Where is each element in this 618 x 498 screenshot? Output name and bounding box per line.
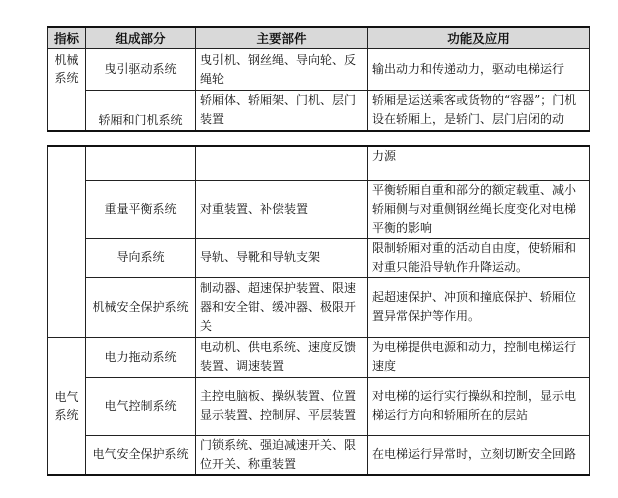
table-row <box>48 91 590 131</box>
parts-cell: 轿厢体、轿厢架、门机、层门装置 <box>196 91 368 131</box>
table-row <box>48 377 590 435</box>
table-row <box>48 49 590 91</box>
component-cell: 电力拖动系统 <box>86 337 196 377</box>
component-cell: 轿厢和门机系统 <box>86 91 196 131</box>
function-cell: 在电梯运行异常时，立刻切断安全回路 <box>368 435 590 475</box>
header-indicator: 指标 <box>48 27 86 49</box>
category-mechanical: 机械系统 <box>48 49 86 131</box>
component-cell: 机械安全保护系统 <box>86 277 196 337</box>
function-cell: 输出动力和传递动力，驱动电梯运行 <box>368 49 590 91</box>
function-cell: 限制轿厢对重的活动自由度，使轿厢和对重只能沿导轨作升降运动。 <box>368 238 590 277</box>
parts-cell: 主控电脑板、操纵装置、位置显示装置、控制屏、平层装置 <box>196 377 368 435</box>
function-cell: 对电梯的运行实行操纵和控制，显示电梯运行方向和轿厢所在的层站 <box>368 377 590 435</box>
parts-cell: 门锁系统、强迫减速开关、限位开关、称重装置 <box>196 435 368 475</box>
components-table-part1 <box>47 26 590 132</box>
parts-cell: 曳引机、钢丝绳、导向轮、反绳轮 <box>196 49 368 91</box>
table-row <box>48 435 590 475</box>
function-cell: 为电梯提供电源和动力，控制电梯运行速度 <box>368 337 590 377</box>
components-table-part2 <box>47 145 590 476</box>
table-row <box>48 180 590 238</box>
function-cell: 轿厢是运送乘客或货物的“容器”；门机设在轿厢上，是轿门、层门启闭的动 <box>368 91 590 131</box>
table-row <box>48 337 590 377</box>
parts-cell: 导轨、导靴和导轨支架 <box>196 238 368 277</box>
component-cell: 电气控制系统 <box>86 377 196 435</box>
header-function: 功能及应用 <box>368 27 590 49</box>
parts-cell: 制动器、超速保护装置、限速器和安全钳、缓冲器、极限开关 <box>196 277 368 337</box>
table-row <box>48 277 590 337</box>
component-cell-empty <box>86 146 196 180</box>
component-cell: 曳引驱动系统 <box>86 49 196 91</box>
category-mechanical-continued <box>48 146 86 337</box>
category-electrical: 电气系统 <box>48 337 86 475</box>
parts-cell: 对重装置、补偿装置 <box>196 180 368 238</box>
header-parts: 主要部件 <box>196 27 368 49</box>
component-cell: 重量平衡系统 <box>86 180 196 238</box>
parts-cell-empty <box>196 146 368 180</box>
component-cell: 电气安全保护系统 <box>86 435 196 475</box>
table-row <box>48 146 590 180</box>
function-cell: 起超速保护、冲顶和撞底保护、轿厢位置异常保护等作用。 <box>368 277 590 337</box>
table-row <box>48 238 590 277</box>
component-cell: 导向系统 <box>86 238 196 277</box>
header-component: 组成部分 <box>86 27 196 49</box>
parts-cell: 电动机、供电系统、速度反馈装置、调速装置 <box>196 337 368 377</box>
table-header-row <box>48 27 590 49</box>
function-continuation: 力源 <box>368 146 590 180</box>
function-cell: 平衡轿厢自重和部分的额定载重、减小轿厢侧与对重侧钢丝绳长度变化对电梯平衡的影响 <box>368 180 590 238</box>
